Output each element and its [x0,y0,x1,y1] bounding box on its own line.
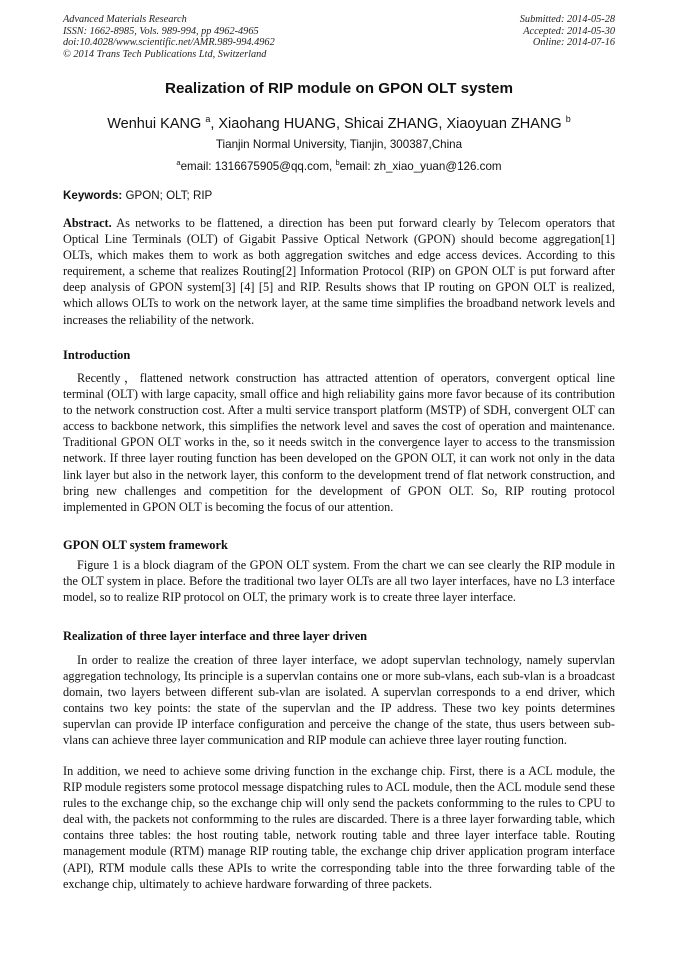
realization-paragraph-1: In order to realize the creation of three layer interface, we adopt supervlan technology, namely supervlan aggregation technology, Its principle is a supervlan contains one or more sub-vlans, each sub-vlan is a broadcast domain, two layers between different sub-vlan are isolated. A supervlan corresponds to a end driver, which contains two key points: the state of the supervlan and the IP address. These two key points determines supervlan can provide IP interface configuration and perceive the change of the state, thus users between sub-vlans can achieve three layer communication and RIP module can achieve three layer routing function. [63,653,615,748]
abstract-label: Abstract. [63,216,112,230]
doi-line: doi:10.4028/www.scientific.net/AMR.989-994.4962 [63,37,275,49]
keywords-line [63,189,212,202]
section-heading-introduction: Introduction [63,348,131,362]
realization-paragraph-2: In addition, we need to achieve some driving function in the exchange chip. First, there is a ACL module, the RIP module registers some protocol message dispatching rules to ACL module, then the ACL module send these rules to the exchange chip, so the exchange chip will only send the packets conformming to the rules to CPU to deal with, the packets not conformming to the rules are discarded. There is a three layer forwarding table, which contains three tables: the host routing table, network routing table and three layer interface table. Routing management module (RTM) manage RIP routing table, the exchange chip driver application program interface (API), RTM module calls these APIs to write the corresponding table into the three forwarding table of the exchange chip, ultimately to achieve hardware forwarding of three packets. [63,764,615,891]
online-date: Online: 2014-07-16 [532,37,615,49]
copyright-line: © 2014 Trans Tech Publications Ltd, Switzerland [63,48,267,60]
affil-mark-b: b [565,114,571,124]
email-mark-b: b [335,158,340,167]
section-heading-realization: Realization of three layer interface and three layer driven [63,629,367,643]
email-line [0,158,678,173]
introduction-paragraph: Recently，flattened network construction has attracted attention of operators, convergent optical line terminal (OLT) with large capacity, small office and high reliability gains more favor because of its contribution to the network construction cost. After a multi service transport platform (MSTP) of SDH, convergent OLT can access to backbone network, this simplifies the network level and saves the cost of operation and maintenance. Traditional GPON OLT works in the, so it needs switch in the convergence layer to access to the transmission network. If three layer routing function has been developed on the GPON OLT, it can work not only in the data link layer but also in the network layer, this conform to the development trend of flat network construction, and bring new challenges and competition for the development of GPON OLT. So, RIP routing protocol implemented in GPON OLT is becoming the focus of our attention. [63,371,615,514]
email-mark-a: a [176,158,181,167]
issn-line: ISSN: 1662-8985, Vols. 989-994, pp 4962-4965 [63,25,259,37]
dates-info [520,14,615,49]
section-heading-framework: GPON OLT system framework [63,538,228,552]
abstract-paragraph [63,215,615,328]
keywords-list: GPON; OLT; RIP [125,189,213,202]
journal-info [63,14,275,60]
abstract-text: As networks to be flattened, a direction has been put forward clearly by Telecom operators that Optical Line Terminals (OLT) of Gigabit Passive Optical Network (GPON) should become aggregation[1] OLTs, which makes them to work as both aggregation switches and edge access devices. According to this requirement, a scheme that realizes Routing[2] Information Protocol (RIP) on GPON OLT is put forward after deep analysis of GPON system[3] [4] [5] and RIP. Results shows that IP routing on GPON OLT is realized, which allows OLTs to work on the network layer, at the same time simplifies the broadband network levels and increases the reliability of the network. [63,216,615,327]
other-authors: , Xiaohang HUANG, Shicai ZHANG, Xiaoyuan ZHANG [210,116,562,132]
email-a: email: 1316675905@qq.com, [180,160,336,173]
affil-mark-a: a [205,114,211,124]
accepted-date: Accepted: 2014-05-30 [523,25,615,37]
first-author: Wenhui KANG [107,116,202,132]
journal-name: Advanced Materials Research [63,14,187,25]
author-list [0,114,678,132]
affiliation: Tianjin Normal University, Tianjin, 300387,China [215,138,463,151]
email-b: email: zh_xiao_yuan@126.com [339,160,502,173]
submitted-date: Submitted: 2014-05-28 [519,14,615,25]
framework-paragraph: Figure 1 is a block diagram of the GPON OLT system. From the chart we can see clearly the RIP module in the OLT system in place. Before the traditional two layer OLTs are all two layer interfaces, have no L3 interface model, so to realize RIP protocol on OLT, the primary work is to create three layer interface. [63,558,615,605]
paper-title: Realization of RIP module on GPON OLT system [165,80,513,97]
keywords-label: Keywords: [63,189,123,202]
